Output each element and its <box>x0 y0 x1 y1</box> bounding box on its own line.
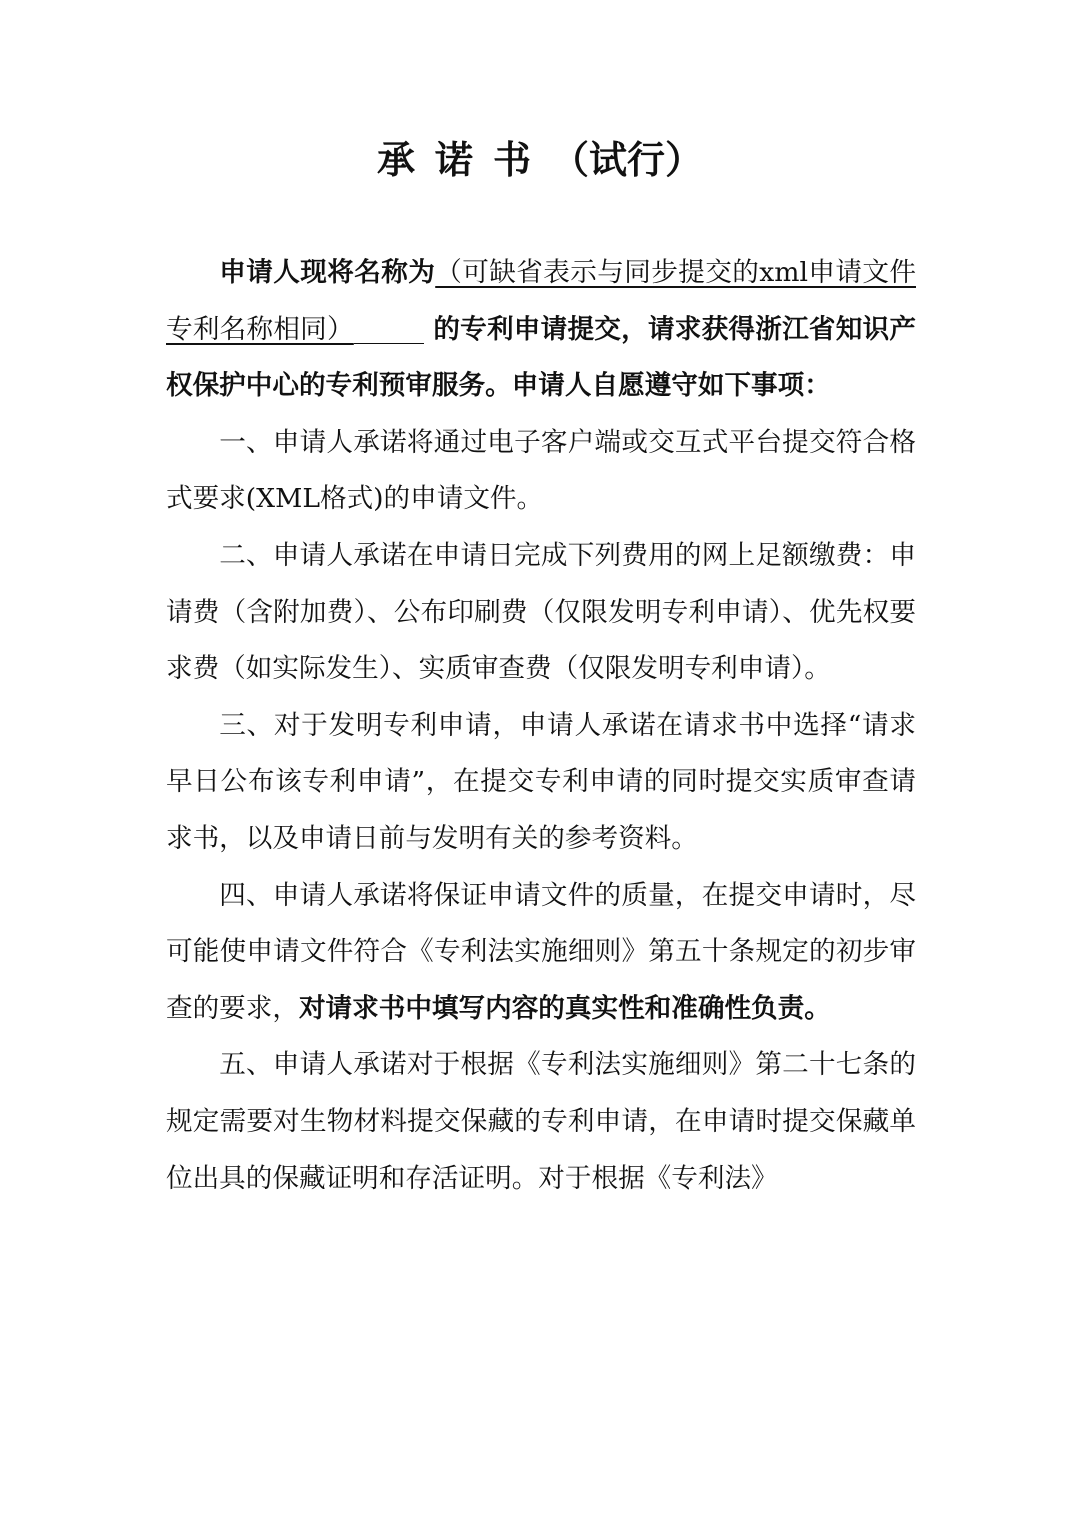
patent-name-field: （可缺省表示与同步提交的xml申请文件专利名称相同） <box>166 257 916 345</box>
item-1: 一、申请人承诺将通过电子客户端或交互式平台提交符合格式要求(XML格式)的申请文件。 <box>166 426 916 515</box>
document-title <box>0 132 1080 188</box>
intro-paragraph <box>166 245 916 415</box>
title-main: 承诺书 <box>376 137 551 182</box>
intro-after: 的专利申请提交，请求获得浙江省知识产权保护中心的专利预审服务。申请人自愿遵守如下事项： <box>166 313 917 402</box>
item-3: 三、对于发明专利申请，申请人承诺在请求书中选择“请求早日公布该专利申请”，在提交专利申请的同时提交实质审查请求书，以及申请日前与发明有关的参考资料。 <box>166 709 916 854</box>
title-trial: （试行） <box>551 137 704 182</box>
item-4 <box>166 868 916 1038</box>
item-4-bold: 对请求书中填写内容的真实性和准确性负责。 <box>298 992 831 1024</box>
item-2: 二、申请人承诺在申请日完成下列费用的网上足额缴费：申请费（含附加费）、公布印刷费（仅限发明专利申请）、优先权要求费（如实际发生）、实质审查费（仅限发明专利申请）。 <box>166 539 916 685</box>
item-5: 五、申请人承诺对于根据《专利法实施细则》第二十七条的规定需要对生物材料提交保藏的专利申请，在申请时提交保藏单位出具的保藏证明和存活证明。对于根据《专利法》 <box>166 1049 916 1194</box>
underline-blank <box>354 342 424 344</box>
intro-before: 申请人现将名称为 <box>219 257 436 288</box>
item-4-text: 四、申请人承诺将保证申请文件的质量，在提交申请时，尽可能使申请文件符合《专利法实施细则》第五十条规定的初步审查的要求， <box>166 879 916 1024</box>
document-body <box>166 245 916 1207</box>
